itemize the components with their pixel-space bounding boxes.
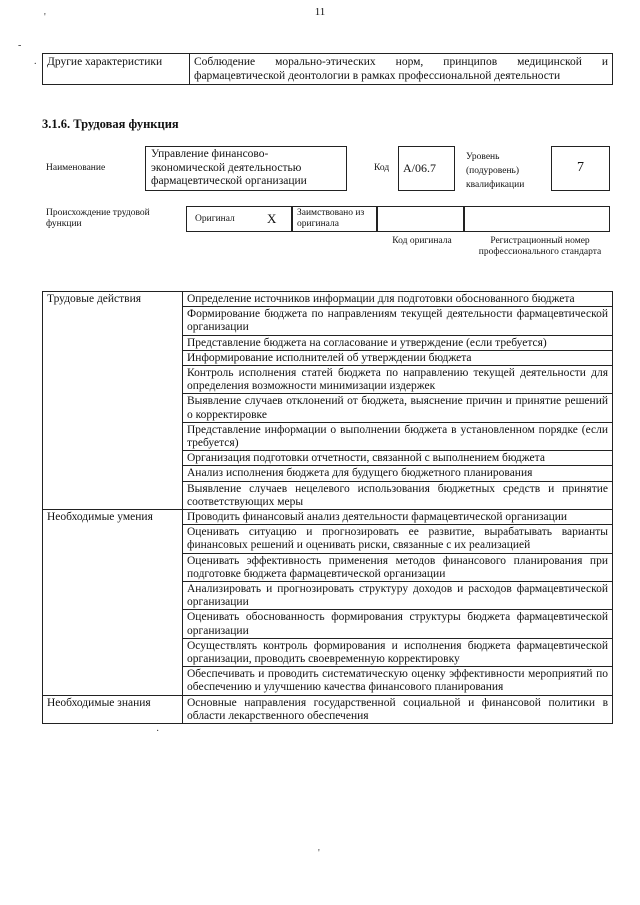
group-label: Трудовые действия <box>43 292 183 510</box>
group-label: Необходимые умения <box>43 510 183 696</box>
labor-function-table <box>42 291 613 724</box>
group-label: Необходимые знания <box>43 695 183 723</box>
group-item: Анализ исполнения бюджета для будущего бюджетного планирования <box>183 466 613 481</box>
group-item: Основные направления государственной социальной и финансовой политики в области лекарственного обеспечения <box>183 695 613 723</box>
row-label: Другие характеристики <box>43 54 190 85</box>
group-item: Выявление случаев отклонений от бюджета, выяснение причин и принятие решений о корректировке <box>183 394 613 422</box>
group-item: Формирование бюджета по направлениям текущей деятельности фармацевтической организации <box>183 307 613 335</box>
original-mark: X <box>267 211 277 226</box>
table-row <box>43 695 613 723</box>
group-item: Представление информации о выполнении бюджета в установленном порядке (если требуется) <box>183 422 613 450</box>
group-item: Проводить финансовый анализ деятельности фармацевтической организации <box>183 510 613 525</box>
level-label: Уровень (подуровень) квалификации <box>466 152 525 190</box>
group-item: Информирование исполнителей об утверждении бюджета <box>183 350 613 365</box>
group-item: Представление бюджета на согласование и утверждение (если требуется) <box>183 335 613 350</box>
group-item: Организация подготовки отчетности, связанной с выполнением бюджета <box>183 451 613 466</box>
scan-mark: · <box>156 726 160 737</box>
origin-label: Происхождение трудовой функции <box>46 208 150 229</box>
scan-mark: . <box>34 56 37 67</box>
other-characteristics-table <box>42 53 613 85</box>
original-cell <box>186 206 292 232</box>
page-number: 11 <box>314 6 326 18</box>
original-label: Оригинал <box>195 214 235 224</box>
qualification-level: 7 <box>551 146 610 191</box>
scan-mark: ' <box>318 848 320 859</box>
registration-caption: Регистрационный номер профессионального стандарта <box>478 236 602 257</box>
group-item: Оценивать эффективность применения методов финансового планирования при подготовке бюджета фармацевтической организации <box>183 553 613 581</box>
code-label: Код <box>374 163 390 173</box>
section-title: 3.1.6. Трудовая функция <box>42 117 179 131</box>
scan-mark: - <box>18 40 22 51</box>
borrowed-label: Заимствовано из оригинала <box>297 208 365 229</box>
group-item: Анализировать и прогнозировать структуру доходов и расходов фармацевтической организации <box>183 582 613 610</box>
group-item: Оценивать ситуацию и прогнозировать ее развитие, вырабатывать варианты финансовых решений и оценивать риски, связанные с их реализацией <box>183 525 613 553</box>
registration-number-cell <box>464 206 610 232</box>
function-code: А/06.7 <box>398 146 455 191</box>
scan-mark: ' <box>44 12 46 23</box>
name-label: Наименование <box>46 163 106 173</box>
table-row <box>43 510 613 525</box>
row-value: Соблюдение морально-этических норм, принципов медицинской и фармацевтической деонтологии в рамках профессиональной деятельности <box>190 54 613 85</box>
function-name: Управление финансово-экономической деятельностью фармацевтической организации <box>145 146 347 191</box>
table-row <box>43 54 613 85</box>
group-item: Обеспечивать и проводить систематическую оценку эффективности мероприятий по обеспечению и улучшению качества финансового планирования <box>183 667 613 695</box>
original-code-cell <box>377 206 464 232</box>
group-item: Осуществлять контроль формирования и исполнения бюджета фармацевтической организации, проводить своевременную корректировку <box>183 638 613 666</box>
group-item: Определение источников информации для подготовки обоснованного бюджета <box>183 292 613 307</box>
code-caption: Код оригинала <box>392 236 452 246</box>
borrowed-cell <box>292 206 377 232</box>
table-row <box>43 292 613 307</box>
group-item: Контроль исполнения статей бюджета по направлению текущей деятельности для определения возможности минимизации издержек <box>183 366 613 394</box>
group-item: Оценивать обоснованность формирования структуры бюджета фармацевтической организации <box>183 610 613 638</box>
group-item: Выявление случаев нецелевого использования бюджетных средств и принятие соответствующих меры <box>183 481 613 509</box>
